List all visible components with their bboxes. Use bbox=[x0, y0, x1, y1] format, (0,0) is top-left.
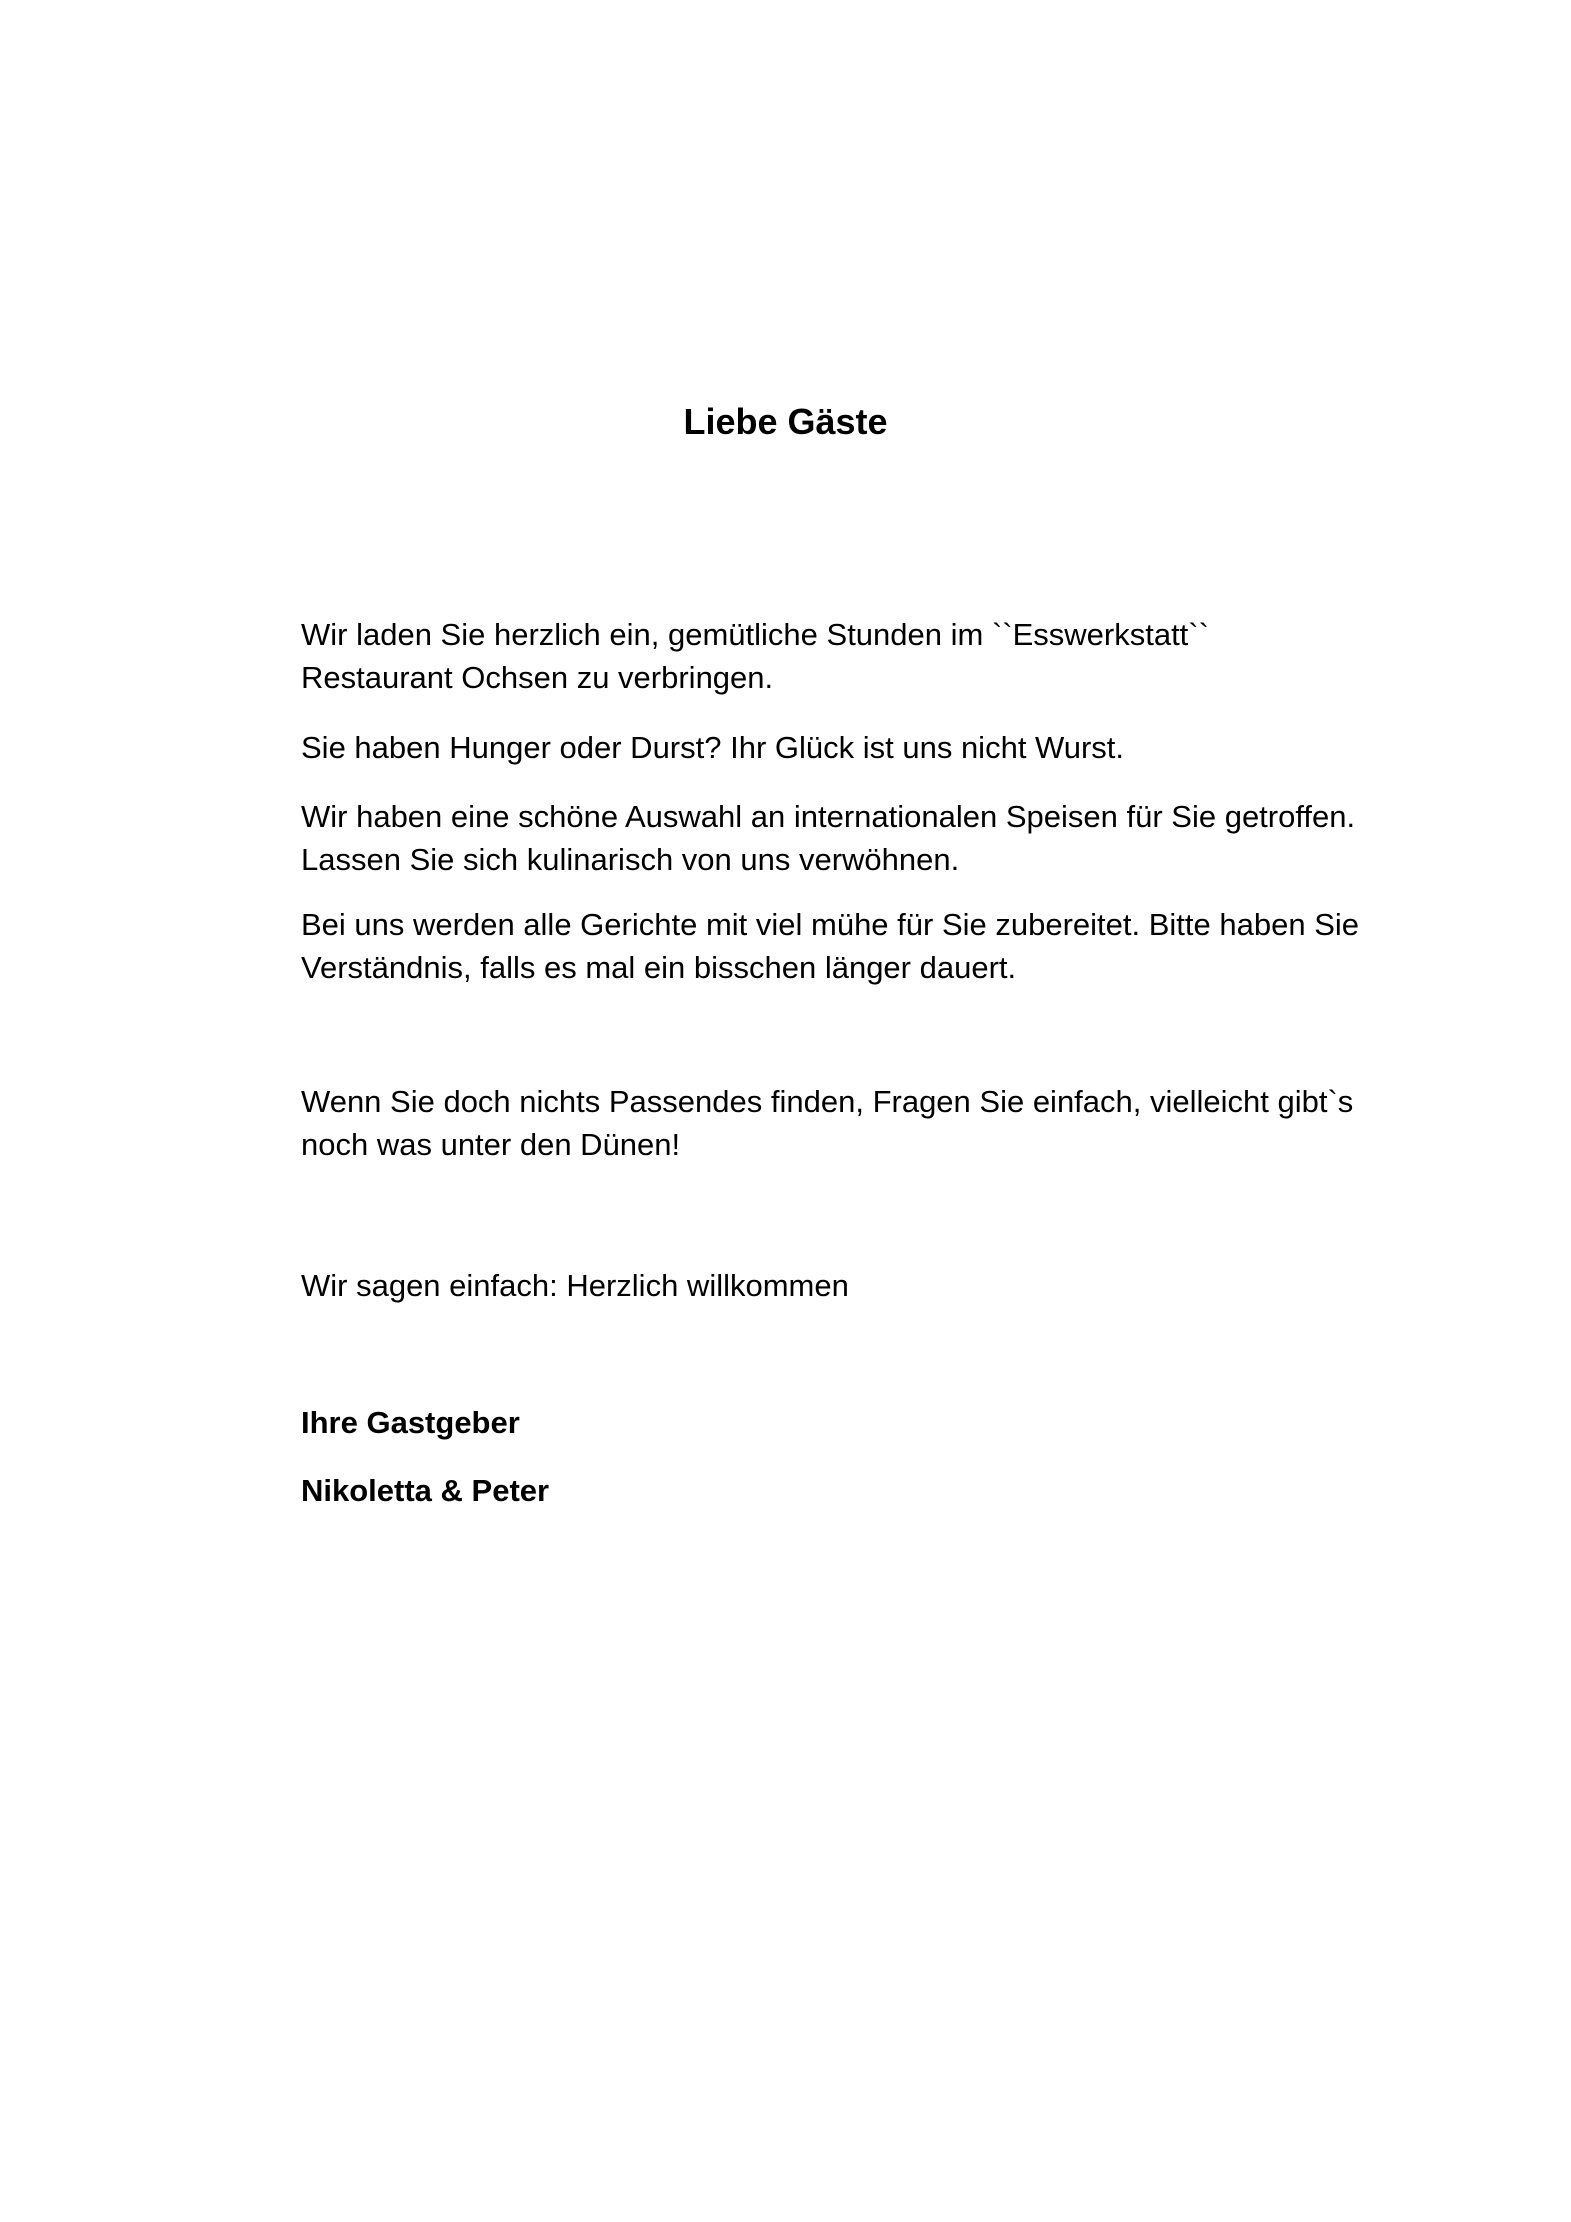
paragraph-line: Wir haben eine schöne Auswahl an internationalen Speisen für Sie getroffen. bbox=[301, 799, 1356, 834]
paragraph-line: Verständnis, falls es mal ein bisschen länger dauert. bbox=[301, 950, 1017, 985]
paragraph-line: Wir sagen einfach: Herzlich willkommen bbox=[301, 1268, 849, 1303]
paragraph-line: Sie haben Hunger oder Durst? Ihr Glück ist uns nicht Wurst. bbox=[301, 730, 1125, 765]
paragraph-ask bbox=[301, 1080, 1451, 1166]
paragraph-line: Lassen Sie sich kulinarisch von uns verwöhnen. bbox=[301, 842, 960, 877]
paragraph-invitation bbox=[301, 613, 1451, 699]
paragraph-line: Bei uns werden alle Gerichte mit viel mühe für Sie zubereitet. Bitte haben Sie bbox=[301, 907, 1359, 942]
paragraph-preparation bbox=[301, 903, 1451, 989]
paragraph-line: Wir laden Sie herzlich ein, gemütliche Stunden im ``Esswerkstatt`` bbox=[301, 617, 1209, 652]
signature-names: Nikoletta & Peter bbox=[301, 1473, 550, 1508]
paragraph-welcome bbox=[301, 1264, 1451, 1307]
paragraph-line: Restaurant Ochsen zu verbringen. bbox=[301, 660, 774, 695]
page-title: Liebe Gäste bbox=[683, 401, 888, 442]
paragraph-selection bbox=[301, 795, 1451, 881]
signature-hosts-label: Ihre Gastgeber bbox=[301, 1405, 520, 1440]
paragraph-line: Wenn Sie doch nichts Passendes finden, Fragen Sie einfach, vielleicht gibt`s bbox=[301, 1084, 1354, 1119]
paragraph-hunger bbox=[301, 726, 1451, 769]
paragraph-line: noch was unter den Dünen! bbox=[301, 1127, 681, 1162]
